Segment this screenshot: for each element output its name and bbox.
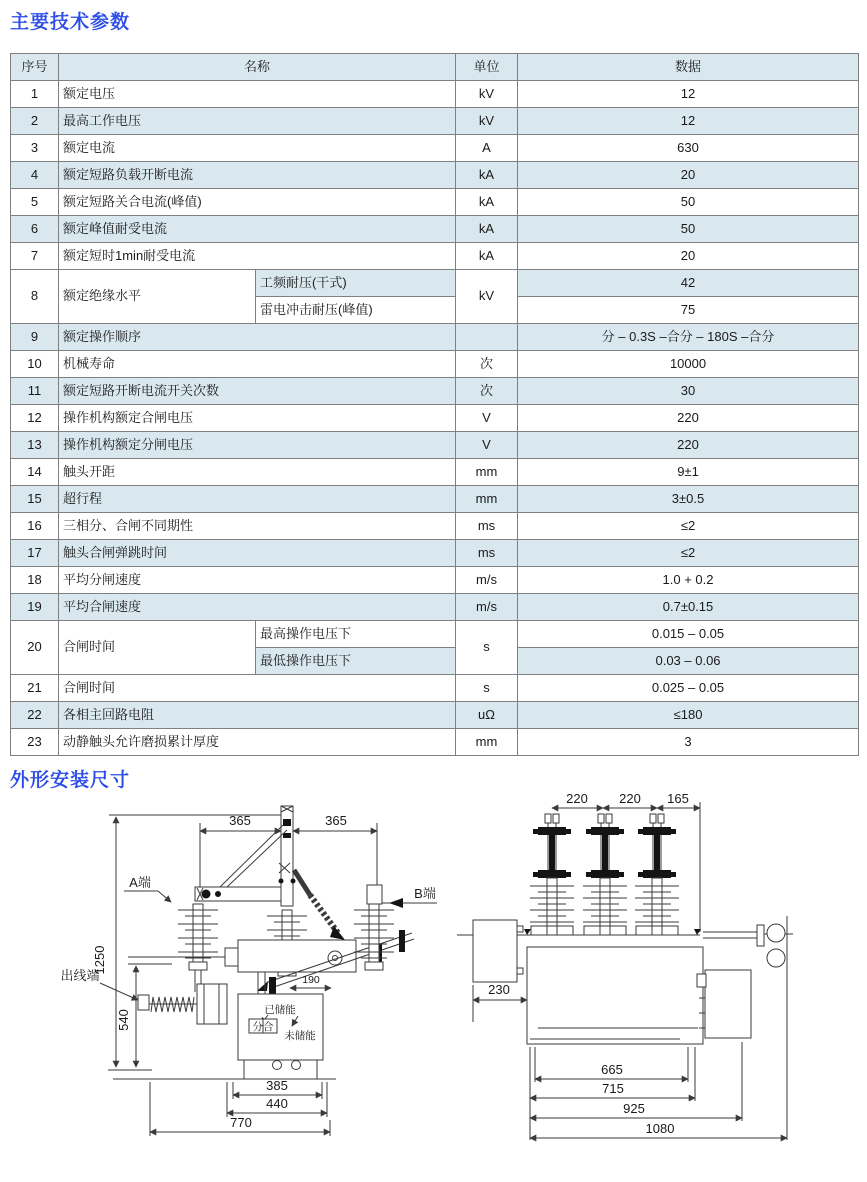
cell-name: 触头合闸弹跳时间 xyxy=(59,540,456,567)
cell-no: 11 xyxy=(11,378,59,405)
cell-name: 额定绝缘水平 xyxy=(59,270,256,324)
dim-440: 440 xyxy=(266,1096,288,1111)
cell-no: 1 xyxy=(11,81,59,108)
cell-unit: kV xyxy=(456,270,518,324)
cell-unit: m/s xyxy=(456,594,518,621)
cell-value: 220 xyxy=(518,405,859,432)
cell-unit: V xyxy=(456,405,518,432)
cell-no: 16 xyxy=(11,513,59,540)
table-row xyxy=(11,135,859,162)
cell-name: 额定操作顺序 xyxy=(59,324,456,351)
cell-no: 23 xyxy=(11,729,59,756)
parameters-table xyxy=(10,53,859,756)
cell-no: 19 xyxy=(11,594,59,621)
cell-value: 3 xyxy=(518,729,859,756)
dim-1250: 1250 xyxy=(92,945,107,975)
cell-unit: kA xyxy=(456,216,518,243)
page xyxy=(0,7,867,1182)
dim-220-1: 220 xyxy=(566,794,588,806)
table-row xyxy=(11,189,859,216)
column-header-no: 序号 xyxy=(11,54,59,81)
dim-665: 665 xyxy=(601,1062,623,1077)
drawing-front-view xyxy=(457,794,793,1140)
cell-no: 9 xyxy=(11,324,59,351)
cell-subname: 工频耐压(干式) xyxy=(256,270,456,297)
cell-unit: kA xyxy=(456,243,518,270)
cell-name: 额定短路负载开断电流 xyxy=(59,162,456,189)
cell-unit: kA xyxy=(456,162,518,189)
cell-name: 合闸时间 xyxy=(59,621,256,675)
cell-unit: V xyxy=(456,432,518,459)
cell-name: 额定短路开断电流开关次数 xyxy=(59,378,456,405)
cell-value: 1.0 + 0.2 xyxy=(518,567,859,594)
table-row xyxy=(11,567,859,594)
cell-no: 2 xyxy=(11,108,59,135)
cell-value: 50 xyxy=(518,216,859,243)
cell-value: 12 xyxy=(518,108,859,135)
section-title-parameters: 主要技术参数 xyxy=(10,12,131,33)
table-row xyxy=(11,243,859,270)
cell-unit: A xyxy=(456,135,518,162)
table-row xyxy=(11,594,859,621)
cell-no: 15 xyxy=(11,486,59,513)
cell-value: 75 xyxy=(518,297,859,324)
cell-value: 12 xyxy=(518,81,859,108)
cell-unit: uΩ xyxy=(456,702,518,729)
table-row xyxy=(11,324,859,351)
table-row xyxy=(11,270,859,297)
label-b-end: B端 xyxy=(414,886,436,901)
cell-no: 6 xyxy=(11,216,59,243)
cell-no: 4 xyxy=(11,162,59,189)
cell-name: 触头开距 xyxy=(59,459,456,486)
section-title-dimensions: 外形安装尺寸 xyxy=(10,770,131,791)
cell-no: 3 xyxy=(11,135,59,162)
cell-name: 动静触头允许磨损累计厚度 xyxy=(59,729,456,756)
dim-165: 165 xyxy=(667,794,689,806)
cell-value: 20 xyxy=(518,162,859,189)
cell-subname: 最高操作电压下 xyxy=(256,621,456,648)
cell-value: 220 xyxy=(518,432,859,459)
cell-name: 额定电压 xyxy=(59,81,456,108)
cell-unit: s xyxy=(456,621,518,675)
dim-220-2: 220 xyxy=(619,794,641,806)
params-table-body xyxy=(11,81,859,756)
label-charged: 已储能 xyxy=(264,1004,296,1016)
cell-name: 额定电流 xyxy=(59,135,456,162)
table-row xyxy=(11,108,859,135)
dim-385: 385 xyxy=(266,1078,288,1093)
dim-190: 190 xyxy=(302,974,320,986)
cell-value: 9±1 xyxy=(518,459,859,486)
cell-value: 分 – 0.3S –合分 – 180S –合分 xyxy=(518,324,859,351)
cell-name: 平均分闸速度 xyxy=(59,567,456,594)
cell-no: 14 xyxy=(11,459,59,486)
cell-unit: ms xyxy=(456,513,518,540)
cell-name: 超行程 xyxy=(59,486,456,513)
table-row xyxy=(11,378,859,405)
cell-value: 0.025 – 0.05 xyxy=(518,675,859,702)
label-outlet: 出线端 xyxy=(60,968,100,983)
cell-name: 机械寿命 xyxy=(59,351,456,378)
label-a-end: A端 xyxy=(129,875,151,890)
dimension-drawings xyxy=(0,794,867,1154)
cell-unit: mm xyxy=(456,486,518,513)
cell-value: 50 xyxy=(518,189,859,216)
cell-value: 30 xyxy=(518,378,859,405)
cell-name: 合闸时间 xyxy=(59,675,456,702)
table-row xyxy=(11,459,859,486)
cell-no: 21 xyxy=(11,675,59,702)
cell-value: 0.03 – 0.06 xyxy=(518,648,859,675)
table-row xyxy=(11,486,859,513)
table-row xyxy=(11,162,859,189)
cell-no: 17 xyxy=(11,540,59,567)
cell-unit xyxy=(456,324,518,351)
cell-value: 0.7±0.15 xyxy=(518,594,859,621)
cell-unit: mm xyxy=(456,729,518,756)
column-header-unit: 单位 xyxy=(456,54,518,81)
cell-value: 3±0.5 xyxy=(518,486,859,513)
cell-value: 10000 xyxy=(518,351,859,378)
label-switch: 分合 xyxy=(252,1021,274,1033)
column-header-data: 数据 xyxy=(518,54,859,81)
cell-unit: kV xyxy=(456,81,518,108)
cell-value: ≤2 xyxy=(518,540,859,567)
cell-name: 额定短路关合电流(峰值) xyxy=(59,189,456,216)
table-row xyxy=(11,702,859,729)
table-row xyxy=(11,405,859,432)
cell-name: 操作机构额定合闸电压 xyxy=(59,405,456,432)
cell-value: 0.015 – 0.05 xyxy=(518,621,859,648)
drawing-side-view xyxy=(60,806,437,1136)
cell-value: 20 xyxy=(518,243,859,270)
cell-subname: 最低操作电压下 xyxy=(256,648,456,675)
cell-unit: kV xyxy=(456,108,518,135)
cell-unit: mm xyxy=(456,459,518,486)
cell-name: 各相主回路电阻 xyxy=(59,702,456,729)
dim-540: 540 xyxy=(116,1009,131,1031)
cell-unit: s xyxy=(456,675,518,702)
cell-unit: 次 xyxy=(456,378,518,405)
table-row xyxy=(11,540,859,567)
cell-no: 7 xyxy=(11,243,59,270)
dim-365-left: 365 xyxy=(229,813,251,828)
table-row xyxy=(11,621,859,648)
cell-name: 平均合闸速度 xyxy=(59,594,456,621)
cell-value: 42 xyxy=(518,270,859,297)
cell-no: 13 xyxy=(11,432,59,459)
cell-unit: kA xyxy=(456,189,518,216)
table-header-row xyxy=(11,54,859,81)
dim-715: 715 xyxy=(602,1081,624,1096)
cell-name: 额定短时1min耐受电流 xyxy=(59,243,456,270)
dim-365-right: 365 xyxy=(325,813,347,828)
table-row xyxy=(11,513,859,540)
cell-no: 5 xyxy=(11,189,59,216)
cell-no: 22 xyxy=(11,702,59,729)
table-row xyxy=(11,432,859,459)
cell-unit: ms xyxy=(456,540,518,567)
label-uncharged: 未储能 xyxy=(284,1030,316,1042)
cell-unit: m/s xyxy=(456,567,518,594)
cell-no: 18 xyxy=(11,567,59,594)
table-row xyxy=(11,351,859,378)
dim-1080: 1080 xyxy=(645,1121,675,1136)
cell-no: 20 xyxy=(11,621,59,675)
table-row xyxy=(11,729,859,756)
dim-770: 770 xyxy=(230,1115,252,1130)
cell-name: 最高工作电压 xyxy=(59,108,456,135)
cell-no: 8 xyxy=(11,270,59,324)
cell-name: 操作机构额定分闸电压 xyxy=(59,432,456,459)
cell-name: 额定峰值耐受电流 xyxy=(59,216,456,243)
table-row xyxy=(11,216,859,243)
cell-unit: 次 xyxy=(456,351,518,378)
dim-925: 925 xyxy=(623,1101,645,1116)
cell-name: 三相分、合闸不同期性 xyxy=(59,513,456,540)
cell-no: 12 xyxy=(11,405,59,432)
dim-230: 230 xyxy=(488,982,510,997)
cell-value: ≤180 xyxy=(518,702,859,729)
table-row xyxy=(11,81,859,108)
cell-value: ≤2 xyxy=(518,513,859,540)
cell-no: 10 xyxy=(11,351,59,378)
cell-value: 630 xyxy=(518,135,859,162)
table-row xyxy=(11,675,859,702)
cell-subname: 雷电冲击耐压(峰值) xyxy=(256,297,456,324)
column-header-name: 名称 xyxy=(59,54,456,81)
